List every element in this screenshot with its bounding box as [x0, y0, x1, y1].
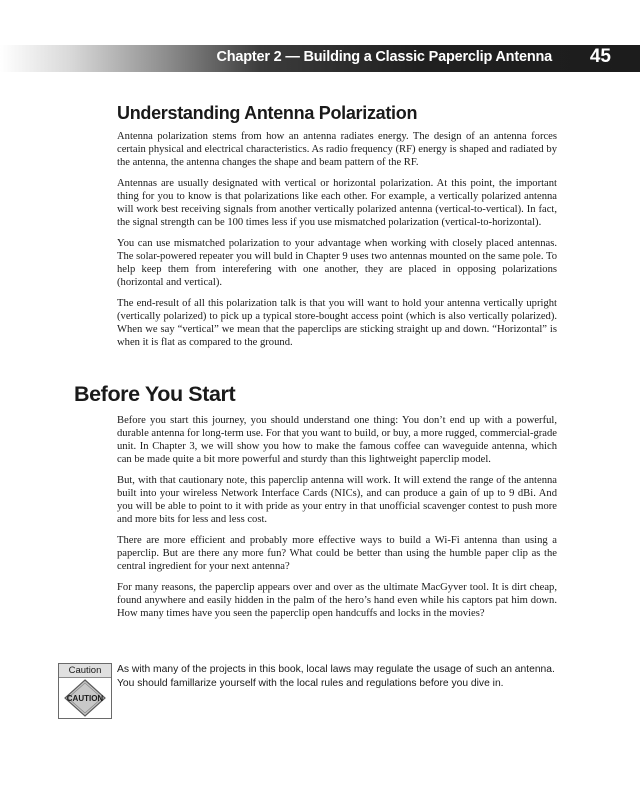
section-polarization-body [117, 130, 557, 357]
paragraph: For many reasons, the paperclip appears over and over as the ultimate MacGyver tool. It is dirt cheap, found anywhere and easily hidden in the palm of the hero’s hand even while his captors pat him down. How many times have you seen the paperclip open handcuffs and locks in the movies? [117, 582, 557, 619]
paragraph: There are more efficient and probably more effective ways to build a Wi-Fi antenna than using a paperclip. But are there any more fun? What could be better than using the humble paper clip as the central ingredient for your next antenna? [117, 535, 557, 572]
paragraph: You can use mismatched polarization to your advantage when working with closely placed antennas. The solar-powered repeater you will buld in Chapter 9 uses two antennas mounted on the same pole. To help keep them from interefering with one another, they are placed in opposing polarizations (horizontal and vertical). [117, 238, 557, 288]
caution-icon [58, 663, 112, 719]
paragraph: Antenna polarization stems from how an antenna radiates energy. The design of an antenna forces certain physical and electrical characteristics. As radio frequency (RF) energy is shaped and radiated by the antenna, the antenna changes the shape and beam pattern of the RF. [117, 131, 557, 168]
caution-label: Caution [59, 664, 111, 678]
section-heading-before-you-start: Before You Start [74, 382, 236, 406]
caution-note: As with many of the projects in this book, local laws may regulate the usage of such an antenna. You should famillarize yourself with the local rules and regulations before you dive in. [117, 664, 555, 689]
caution-sign-text: CAUTION [66, 694, 104, 703]
paragraph: But, with that cautionary note, this paperclip antenna will work. It will extend the range of the antenna built into your wireless Network Interface Cards (NICs), and can produce a gain of up to 9 dBi. And you will be able to point to it with pride as your entry in that unofficial scavenger contest to push more and more bits for less and less cost. [117, 475, 557, 525]
paragraph: Antennas are usually designated with vertical or horizontal polarization. At this point, the important thing for you to know is that polarizations like each other. For example, a vertically polarized antenna will work best receiving signals from another vertically polarized antenna (vertical-to-vertical). In fact, the signal strength can be 100 times less if you use mismatched polarization (vertical-to-horizontal). [117, 178, 557, 228]
caution-sign-icon [64, 679, 106, 717]
page-number: 45 [589, 46, 611, 67]
paragraph: The end-result of all this polarization talk is that you will want to hold your antenna vertically upright (vertically polarized) to pick up a typical store-bought access point (which is also vertically polarized). When we say “vertical” we mean that the paperclips are sticking straight up and down. “Horizontal” is when it is flat as compared to the ground. [117, 298, 557, 348]
section-heading-polarization: Understanding Antenna Polarization [117, 103, 418, 123]
chapter-title: Chapter 2 — Building a Classic Paperclip Antenna [216, 49, 552, 65]
running-header [0, 45, 640, 72]
paragraph: Before you start this journey, you should understand one thing: You don’t end up with a powerful, durable antenna for long-term use. For that you want to build, or buy, a more rugged, commercial-grade unit. In Chapter 3, we will show you how to make the famous coffee can waveguide antenna, which can be made quite a bit more powerful and sturdy than this lightweight paperclip model. [117, 415, 557, 465]
section-before-you-start-body [117, 414, 557, 628]
